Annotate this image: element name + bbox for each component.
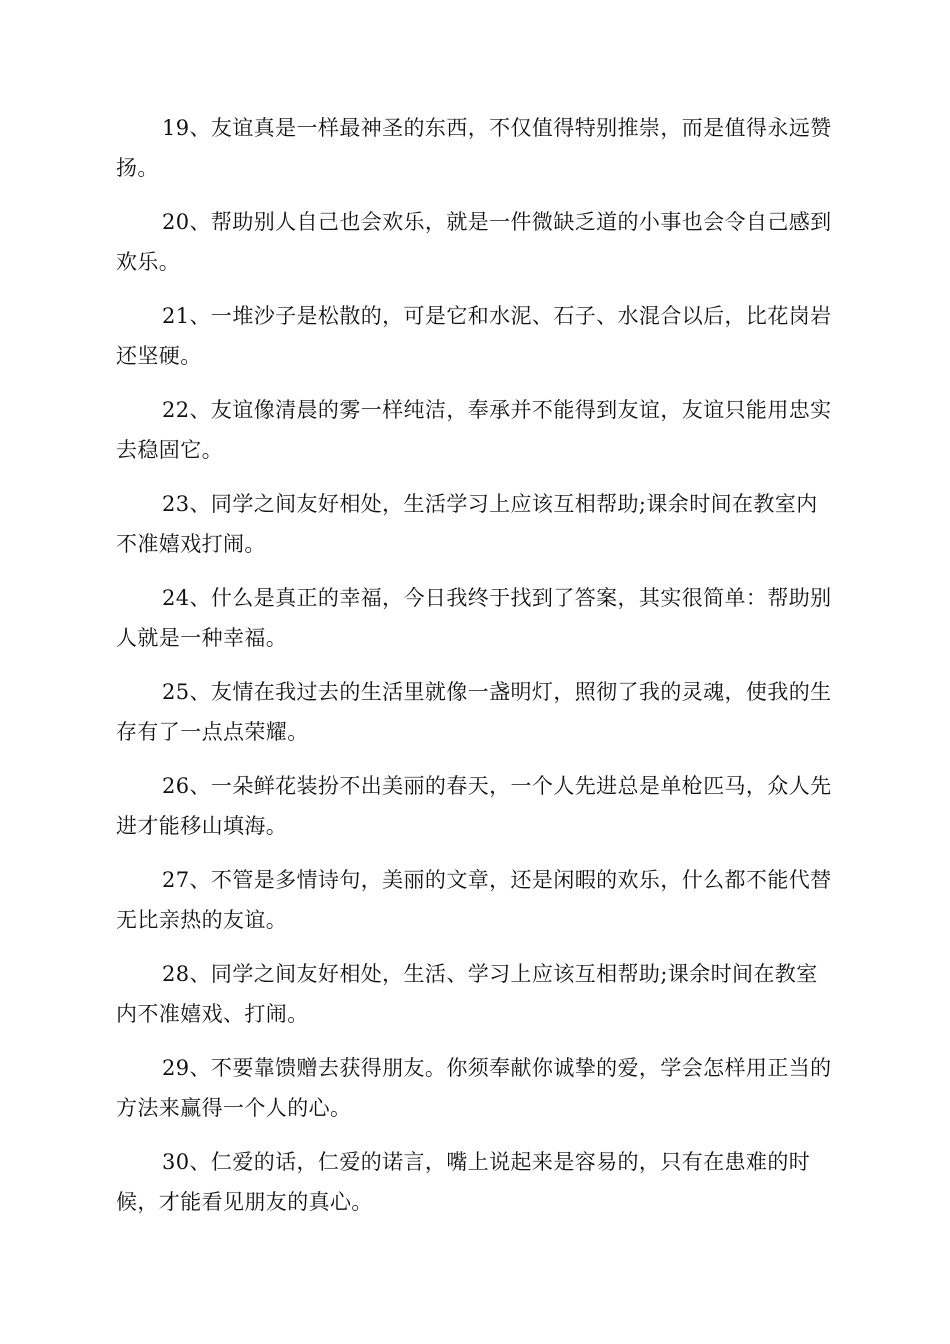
quote-paragraph-24: 24、什么是真正的幸福，今日我终于找到了答案，其实很简单：帮助别人就是一种幸福。 <box>116 586 832 650</box>
quote-paragraph-28: 28、同学之间友好相处，生活、学习上应该互相帮助;课余时间在教室内不准嬉戏、打闹。 <box>116 962 818 1026</box>
quote-paragraph-21: 21、一堆沙子是松散的，可是它和水泥、石子、水混合以后，比花岗岩还坚硬。 <box>116 304 832 368</box>
quote-paragraph-26: 26、一朵鲜花装扮不出美丽的春天，一个人先进总是单枪匹马，众人先进才能移山填海。 <box>116 774 832 838</box>
quote-paragraph-25: 25、友情在我过去的生活里就像一盏明灯，照彻了我的灵魂，使我的生存有了一点点荣耀。 <box>116 680 832 744</box>
quote-paragraph-20: 20、帮助别人自己也会欢乐，就是一件微缺乏道的小事也会令自己感到欢乐。 <box>116 210 832 274</box>
quote-paragraph-29: 29、不要靠馈赠去获得朋友。你须奉献你诚挚的爱，学会怎样用正当的方法来赢得一个人的心。 <box>116 1056 832 1120</box>
quote-paragraph-23: 23、同学之间友好相处，生活学习上应该互相帮助;课余时间在教室内不准嬉戏打闹。 <box>116 492 818 556</box>
quote-paragraph-19: 19、友谊真是一样最神圣的东西，不仅值得特别推崇，而是值得永远赞扬。 <box>116 116 832 180</box>
quote-paragraph-27: 27、不管是多情诗句，美丽的文章，还是闲暇的欢乐，什么都不能代替无比亲热的友谊。 <box>116 868 832 932</box>
quote-paragraph-30: 30、仁爱的话，仁爱的诺言，嘴上说起来是容易的，只有在患难的时候，才能看见朋友的真心。 <box>116 1150 811 1214</box>
quote-paragraph-22: 22、友谊像清晨的雾一样纯洁，奉承并不能得到友谊，友谊只能用忠实去稳固它。 <box>116 398 832 462</box>
document-page <box>116 108 836 1236</box>
